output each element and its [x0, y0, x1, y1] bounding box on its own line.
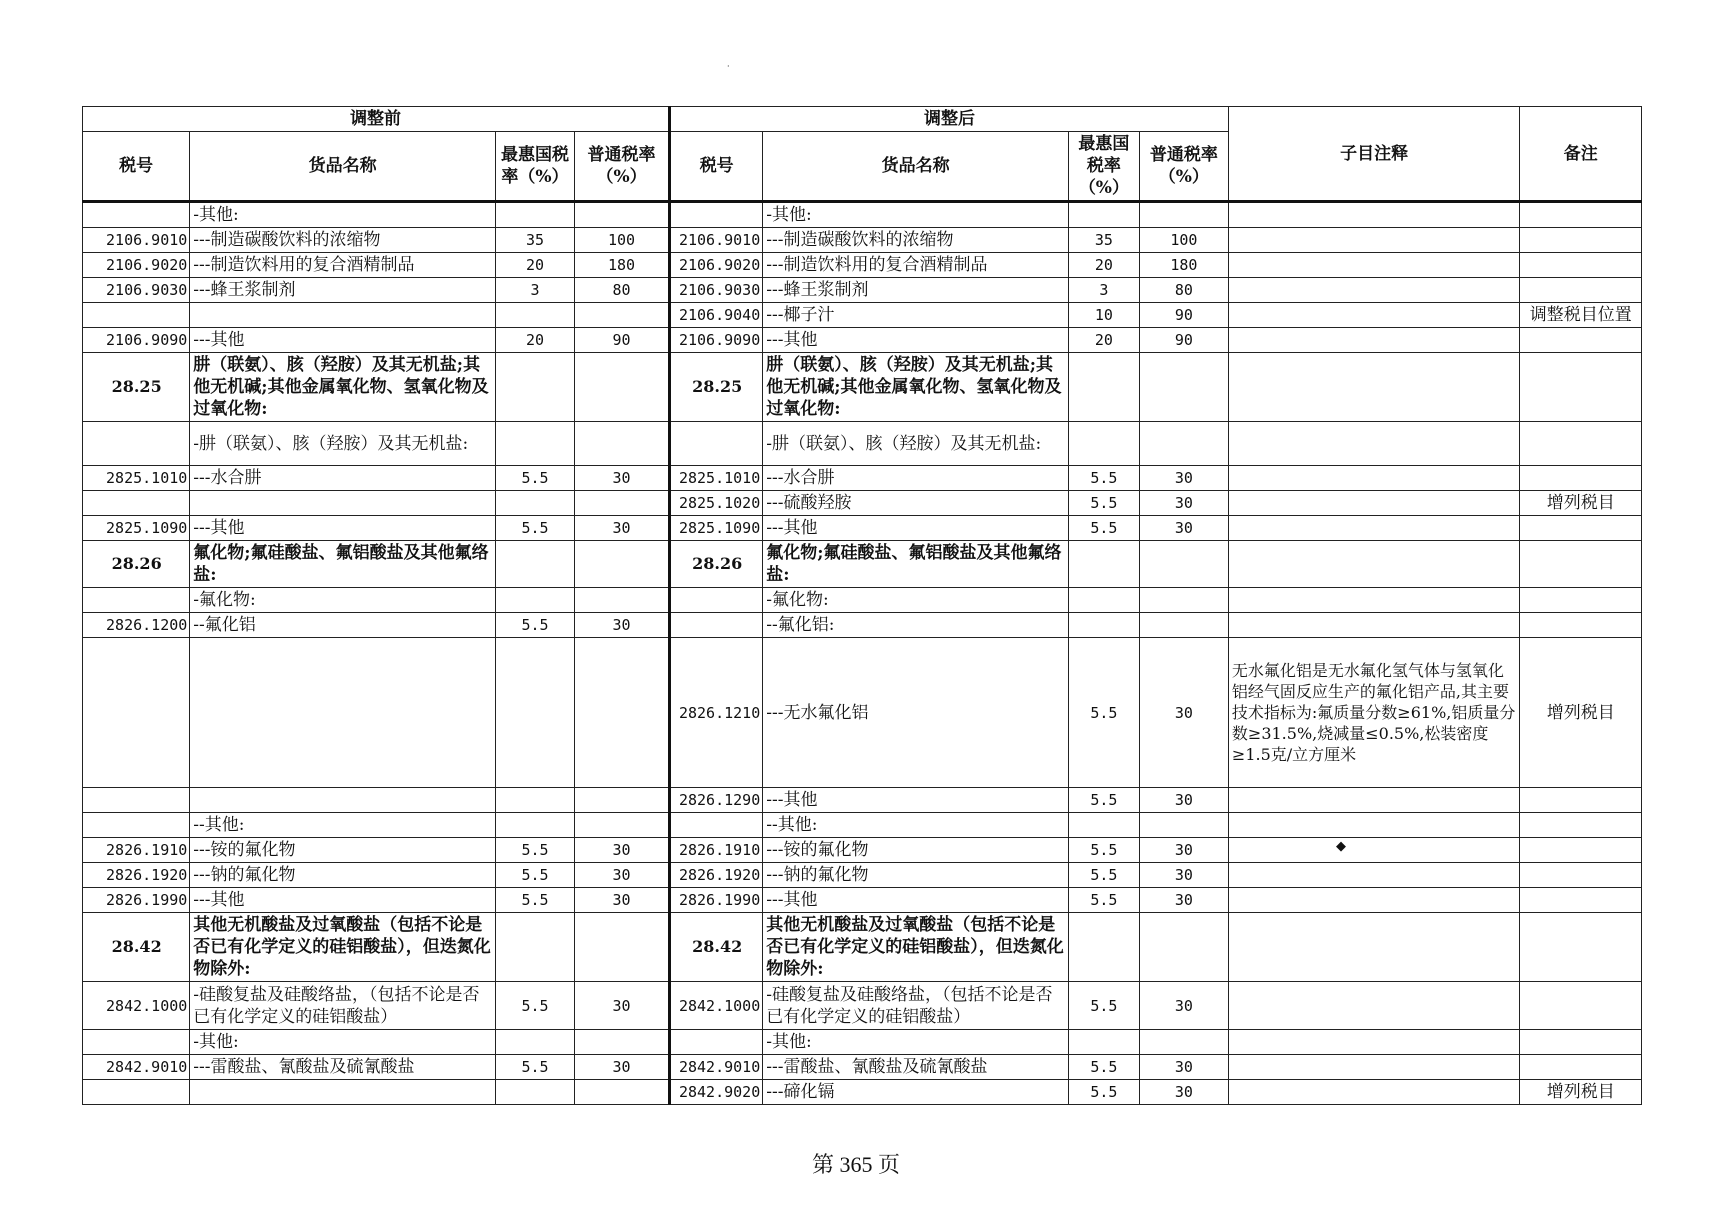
before-name-cell: -硅酸复盐及硅酸络盐，（包括不论是否已有化学定义的硅铝酸盐） [190, 982, 496, 1030]
after-code-cell: 2842.9020 [670, 1080, 763, 1105]
before-name-cell [190, 1080, 496, 1105]
before-name-cell: --氟化铝 [190, 613, 496, 638]
header-before-general: 普通税率（%） [574, 132, 669, 202]
before-mfn-cell [496, 422, 575, 466]
remark-cell [1520, 838, 1642, 863]
header-after: 调整后 [670, 107, 1229, 132]
before-general-cell: 30 [574, 1055, 669, 1080]
speck-mark: · [727, 62, 730, 71]
before-general-cell [574, 202, 669, 228]
after-code-cell [670, 422, 763, 466]
before-general-cell: 30 [574, 863, 669, 888]
table-row [83, 788, 1642, 813]
before-code-cell: 2106.9010 [83, 228, 190, 253]
before-general-cell [574, 813, 669, 838]
after-mfn-cell [1068, 588, 1139, 613]
after-mfn-cell [1068, 913, 1139, 982]
before-code-cell: 28.25 [83, 353, 190, 422]
before-general-cell: 30 [574, 466, 669, 491]
after-mfn-cell: 5.5 [1068, 638, 1139, 788]
before-code-cell: 2106.9020 [83, 253, 190, 278]
table-row [83, 466, 1642, 491]
after-name-cell: -硅酸复盐及硅酸络盐，（包括不论是否已有化学定义的硅铝酸盐） [763, 982, 1069, 1030]
after-general-cell: 30 [1139, 1080, 1228, 1105]
after-general-cell: 80 [1139, 278, 1228, 303]
after-code-cell: 2826.1210 [670, 638, 763, 788]
after-mfn-cell: 35 [1068, 228, 1139, 253]
after-name-cell: ---椰子汁 [763, 303, 1069, 328]
remark-cell: 增列税目 [1520, 491, 1642, 516]
after-general-cell: 30 [1139, 982, 1228, 1030]
remark-cell [1520, 253, 1642, 278]
before-general-cell: 80 [574, 278, 669, 303]
after-code-cell: 2826.1990 [670, 888, 763, 913]
after-name-cell: ---其他 [763, 516, 1069, 541]
before-code-cell [83, 422, 190, 466]
note-cell [1228, 838, 1520, 863]
note-cell [1228, 541, 1520, 588]
table-row [83, 491, 1642, 516]
table-row [83, 838, 1642, 863]
remark-cell [1520, 353, 1642, 422]
table-row [83, 303, 1642, 328]
after-code-cell: 2106.9020 [670, 253, 763, 278]
remark-cell [1520, 328, 1642, 353]
before-code-cell [83, 303, 190, 328]
after-general-cell [1139, 913, 1228, 982]
before-name-cell: ---其他 [190, 516, 496, 541]
after-general-cell: 30 [1139, 491, 1228, 516]
before-mfn-cell [496, 303, 575, 328]
after-name-cell: ---其他 [763, 888, 1069, 913]
after-general-cell [1139, 813, 1228, 838]
note-cell [1228, 353, 1520, 422]
after-general-cell [1139, 422, 1228, 466]
note-cell [1228, 788, 1520, 813]
after-name-cell: ---雷酸盐、氰酸盐及硫氰酸盐 [763, 1055, 1069, 1080]
after-code-cell: 2825.1090 [670, 516, 763, 541]
before-name-cell: ---铵的氟化物 [190, 838, 496, 863]
remark-cell [1520, 202, 1642, 228]
after-general-cell: 30 [1139, 863, 1228, 888]
after-mfn-cell: 10 [1068, 303, 1139, 328]
before-name-cell [190, 491, 496, 516]
after-code-cell [670, 613, 763, 638]
after-general-cell: 30 [1139, 516, 1228, 541]
before-mfn-cell: 5.5 [496, 613, 575, 638]
table-row [83, 863, 1642, 888]
remark-cell [1520, 588, 1642, 613]
after-code-cell: 2106.9010 [670, 228, 763, 253]
before-mfn-cell: 20 [496, 328, 575, 353]
after-code-cell: 2826.1910 [670, 838, 763, 863]
before-mfn-cell [496, 638, 575, 788]
before-mfn-cell: 5.5 [496, 888, 575, 913]
after-code-cell: 2825.1020 [670, 491, 763, 516]
remark-cell [1520, 863, 1642, 888]
note-cell [1228, 278, 1520, 303]
before-mfn-cell: 5.5 [496, 863, 575, 888]
after-general-cell: 30 [1139, 466, 1228, 491]
table-row [83, 1080, 1642, 1105]
before-general-cell: 30 [574, 838, 669, 863]
before-general-cell [574, 1080, 669, 1105]
remark-cell [1520, 422, 1642, 466]
table-row [83, 541, 1642, 588]
after-name-cell: ---制造碳酸饮料的浓缩物 [763, 228, 1069, 253]
before-name-cell: ---蜂王浆制剂 [190, 278, 496, 303]
table-row [83, 638, 1642, 788]
after-name-cell: --氟化铝: [763, 613, 1069, 638]
after-general-cell [1139, 353, 1228, 422]
header-before-code: 税号 [83, 132, 190, 202]
before-code-cell: 2825.1010 [83, 466, 190, 491]
before-name-cell: ---制造碳酸饮料的浓缩物 [190, 228, 496, 253]
before-general-cell: 30 [574, 982, 669, 1030]
before-mfn-cell: 5.5 [496, 516, 575, 541]
table-row [83, 253, 1642, 278]
before-general-cell [574, 1030, 669, 1055]
before-code-cell [83, 202, 190, 228]
after-name-cell: ---其他 [763, 788, 1069, 813]
table-row [83, 888, 1642, 913]
tariff-table-sheet [82, 106, 1642, 1105]
after-general-cell [1139, 588, 1228, 613]
table-body [83, 202, 1642, 1105]
before-code-cell: 2826.1990 [83, 888, 190, 913]
after-mfn-cell: 5.5 [1068, 788, 1139, 813]
before-name-cell [190, 638, 496, 788]
header-after-name: 货品名称 [763, 132, 1069, 202]
table-row [83, 1030, 1642, 1055]
note-cell [1228, 422, 1520, 466]
after-name-cell: --其他: [763, 813, 1069, 838]
page-number: 第 365 页 [811, 1152, 900, 1177]
after-mfn-cell [1068, 422, 1139, 466]
remark-cell [1520, 788, 1642, 813]
before-name-cell: ---其他 [190, 888, 496, 913]
note-cell [1228, 491, 1520, 516]
note-cell [1228, 1080, 1520, 1105]
before-mfn-cell: 3 [496, 278, 575, 303]
after-mfn-cell: 5.5 [1068, 1055, 1139, 1080]
after-name-cell: ---蜂王浆制剂 [763, 278, 1069, 303]
after-mfn-cell [1068, 202, 1139, 228]
header-after-general: 普通税率（%） [1139, 132, 1228, 202]
after-general-cell: 90 [1139, 328, 1228, 353]
table-row [83, 516, 1642, 541]
remark-cell [1520, 1030, 1642, 1055]
before-name-cell: ---钠的氟化物 [190, 863, 496, 888]
before-mfn-cell [496, 202, 575, 228]
after-general-cell: 30 [1139, 788, 1228, 813]
after-general-cell [1139, 613, 1228, 638]
after-name-cell: -氟化物: [763, 588, 1069, 613]
before-code-cell: 2842.1000 [83, 982, 190, 1030]
before-code-cell [83, 1030, 190, 1055]
table-row [83, 202, 1642, 228]
after-mfn-cell [1068, 813, 1139, 838]
before-code-cell: 2842.9010 [83, 1055, 190, 1080]
after-code-cell: 2826.1290 [670, 788, 763, 813]
before-code-cell: 28.42 [83, 913, 190, 982]
before-code-cell [83, 491, 190, 516]
note-cell [1228, 1055, 1520, 1080]
before-general-cell [574, 638, 669, 788]
note-cell [1228, 888, 1520, 913]
after-mfn-cell [1068, 353, 1139, 422]
after-mfn-cell: 5.5 [1068, 466, 1139, 491]
remark-cell [1520, 1055, 1642, 1080]
before-mfn-cell [496, 1030, 575, 1055]
header-before-name: 货品名称 [190, 132, 496, 202]
before-mfn-cell: 5.5 [496, 1055, 575, 1080]
remark-cell [1520, 888, 1642, 913]
after-name-cell: ---铵的氟化物 [763, 838, 1069, 863]
before-code-cell [83, 788, 190, 813]
table-row [83, 1055, 1642, 1080]
before-name-cell [190, 303, 496, 328]
after-code-cell: 2106.9040 [670, 303, 763, 328]
before-name-cell: ---制造饮料用的复合酒精制品 [190, 253, 496, 278]
after-code-cell: 28.42 [670, 913, 763, 982]
note-cell [1228, 863, 1520, 888]
note-cell [1228, 328, 1520, 353]
after-name-cell: -肼（联氨）、胲（羟胺）及其无机盐: [763, 422, 1069, 466]
header-before: 调整前 [83, 107, 670, 132]
tariff-table [82, 106, 1642, 1105]
note-cell [1228, 913, 1520, 982]
after-name-cell: ---硫酸羟胺 [763, 491, 1069, 516]
before-general-cell [574, 353, 669, 422]
before-general-cell [574, 541, 669, 588]
before-general-cell: 30 [574, 888, 669, 913]
before-name-cell [190, 788, 496, 813]
after-mfn-cell: 20 [1068, 328, 1139, 353]
note-cell [1228, 1030, 1520, 1055]
table-row [83, 813, 1642, 838]
remark-cell [1520, 982, 1642, 1030]
before-code-cell [83, 588, 190, 613]
before-name-cell: --其他: [190, 813, 496, 838]
after-mfn-cell: 5.5 [1068, 1080, 1139, 1105]
before-mfn-cell: 5.5 [496, 982, 575, 1030]
before-name-cell: 肼（联氨）、胲（羟胺）及其无机盐;其他无机碱;其他金属氧化物、氢氧化物及过氧化物: [190, 353, 496, 422]
note-cell: 无水氟化铝是无水氟化氢气体与氢氧化铝经气固反应生产的氟化铝产品,其主要技术指标为:氟质量分数≥61%,铝质量分数≥31.5%,烧减量≤0.5%,松装密度≥1.5克/立方厘米 [1228, 638, 1520, 788]
remark-cell [1520, 516, 1642, 541]
before-code-cell: 2826.1910 [83, 838, 190, 863]
after-code-cell: 28.26 [670, 541, 763, 588]
remark-cell [1520, 913, 1642, 982]
after-general-cell: 30 [1139, 638, 1228, 788]
note-cell [1228, 516, 1520, 541]
before-name-cell: -氟化物: [190, 588, 496, 613]
before-general-cell [574, 788, 669, 813]
before-general-cell: 180 [574, 253, 669, 278]
after-general-cell [1139, 1030, 1228, 1055]
table-row [83, 982, 1642, 1030]
after-general-cell: 180 [1139, 253, 1228, 278]
note-cell [1228, 466, 1520, 491]
after-code-cell: 2106.9090 [670, 328, 763, 353]
after-code-cell: 28.25 [670, 353, 763, 422]
note-cell [1228, 613, 1520, 638]
after-general-cell: 30 [1139, 888, 1228, 913]
after-mfn-cell: 5.5 [1068, 888, 1139, 913]
after-name-cell: ---碲化镉 [763, 1080, 1069, 1105]
after-general-cell [1139, 202, 1228, 228]
after-code-cell: 2825.1010 [670, 466, 763, 491]
after-mfn-cell: 5.5 [1068, 863, 1139, 888]
table-row [83, 422, 1642, 466]
after-code-cell [670, 202, 763, 228]
before-general-cell: 30 [574, 516, 669, 541]
before-mfn-cell: 35 [496, 228, 575, 253]
before-general-cell: 90 [574, 328, 669, 353]
note-cell [1228, 982, 1520, 1030]
after-name-cell: 其他无机酸盐及过氧酸盐（包括不论是否已有化学定义的硅铝酸盐），但迭氮化物除外: [763, 913, 1069, 982]
before-general-cell [574, 491, 669, 516]
before-mfn-cell [496, 541, 575, 588]
table-row [83, 613, 1642, 638]
remark-cell [1520, 466, 1642, 491]
after-general-cell: 90 [1139, 303, 1228, 328]
before-mfn-cell [496, 588, 575, 613]
remark-cell [1520, 613, 1642, 638]
before-code-cell: 2825.1090 [83, 516, 190, 541]
after-general-cell [1139, 541, 1228, 588]
after-name-cell: ---无水氟化铝 [763, 638, 1069, 788]
after-mfn-cell: 5.5 [1068, 516, 1139, 541]
note-cell [1228, 228, 1520, 253]
before-code-cell: 2106.9090 [83, 328, 190, 353]
before-code-cell: 2106.9030 [83, 278, 190, 303]
after-mfn-cell: 5.5 [1068, 982, 1139, 1030]
before-general-cell [574, 422, 669, 466]
before-mfn-cell [496, 1080, 575, 1105]
before-general-cell: 30 [574, 613, 669, 638]
header-remark: 备注 [1520, 107, 1642, 202]
remark-cell [1520, 813, 1642, 838]
table-row [83, 278, 1642, 303]
before-mfn-cell: 20 [496, 253, 575, 278]
after-mfn-cell [1068, 541, 1139, 588]
before-code-cell: 2826.1920 [83, 863, 190, 888]
remark-cell: 调整税目位置 [1520, 303, 1642, 328]
after-code-cell [670, 813, 763, 838]
header-after-mfn: 最惠国税率（%） [1068, 132, 1139, 202]
after-name-cell: ---制造饮料用的复合酒精制品 [763, 253, 1069, 278]
after-name-cell: 氟化物;氟硅酸盐、氟铝酸盐及其他氟络盐: [763, 541, 1069, 588]
after-general-cell: 30 [1139, 1055, 1228, 1080]
before-general-cell [574, 913, 669, 982]
after-mfn-cell: 5.5 [1068, 491, 1139, 516]
after-code-cell: 2842.1000 [670, 982, 763, 1030]
after-mfn-cell: 3 [1068, 278, 1139, 303]
after-code-cell: 2106.9030 [670, 278, 763, 303]
before-name-cell: ---水合肼 [190, 466, 496, 491]
note-cell [1228, 253, 1520, 278]
remark-cell: 增列税目 [1520, 1080, 1642, 1105]
before-mfn-cell [496, 491, 575, 516]
remark-cell: 增列税目 [1520, 638, 1642, 788]
after-name-cell: ---水合肼 [763, 466, 1069, 491]
before-code-cell: 28.26 [83, 541, 190, 588]
after-general-cell: 100 [1139, 228, 1228, 253]
before-code-cell [83, 813, 190, 838]
after-mfn-cell: 5.5 [1068, 838, 1139, 863]
before-general-cell [574, 588, 669, 613]
table-row [83, 588, 1642, 613]
table-row [83, 328, 1642, 353]
before-mfn-cell: 5.5 [496, 466, 575, 491]
before-name-cell: 氟化物;氟硅酸盐、氟铝酸盐及其他氟络盐: [190, 541, 496, 588]
remark-cell [1520, 541, 1642, 588]
note-cell [1228, 813, 1520, 838]
diamond-mark: ◆ [1336, 839, 1346, 854]
before-mfn-cell [496, 913, 575, 982]
after-code-cell: 2826.1920 [670, 863, 763, 888]
after-general-cell: 30 [1139, 838, 1228, 863]
before-name-cell: -其他: [190, 1030, 496, 1055]
after-name-cell: -其他: [763, 1030, 1069, 1055]
before-mfn-cell: 5.5 [496, 838, 575, 863]
note-cell [1228, 202, 1520, 228]
after-code-cell: 2842.9010 [670, 1055, 763, 1080]
before-code-cell [83, 638, 190, 788]
after-mfn-cell: 20 [1068, 253, 1139, 278]
before-mfn-cell [496, 788, 575, 813]
remark-cell [1520, 228, 1642, 253]
after-mfn-cell [1068, 1030, 1139, 1055]
after-name-cell: 肼（联氨）、胲（羟胺）及其无机盐;其他无机碱;其他金属氧化物、氢氧化物及过氧化物: [763, 353, 1069, 422]
before-code-cell: 2826.1200 [83, 613, 190, 638]
note-cell [1228, 303, 1520, 328]
header-after-code: 税号 [670, 132, 763, 202]
before-name-cell: 其他无机酸盐及过氧酸盐（包括不论是否已有化学定义的硅铝酸盐），但迭氮化物除外: [190, 913, 496, 982]
before-general-cell [574, 303, 669, 328]
after-mfn-cell [1068, 613, 1139, 638]
after-name-cell: ---钠的氟化物 [763, 863, 1069, 888]
before-name-cell: ---雷酸盐、氰酸盐及硫氰酸盐 [190, 1055, 496, 1080]
header-note: 子目注释 [1228, 107, 1520, 202]
table-row [83, 353, 1642, 422]
before-mfn-cell [496, 813, 575, 838]
before-mfn-cell [496, 353, 575, 422]
after-name-cell: -其他: [763, 202, 1069, 228]
before-name-cell: -肼（联氨）、胲（羟胺）及其无机盐: [190, 422, 496, 466]
before-general-cell: 100 [574, 228, 669, 253]
remark-cell [1520, 278, 1642, 303]
after-name-cell: ---其他 [763, 328, 1069, 353]
header-before-mfn: 最惠国税率（%） [496, 132, 575, 202]
table-row [83, 913, 1642, 982]
after-code-cell [670, 588, 763, 613]
before-code-cell [83, 1080, 190, 1105]
table-row [83, 228, 1642, 253]
note-cell [1228, 588, 1520, 613]
before-name-cell: ---其他 [190, 328, 496, 353]
before-name-cell: -其他: [190, 202, 496, 228]
after-code-cell [670, 1030, 763, 1055]
